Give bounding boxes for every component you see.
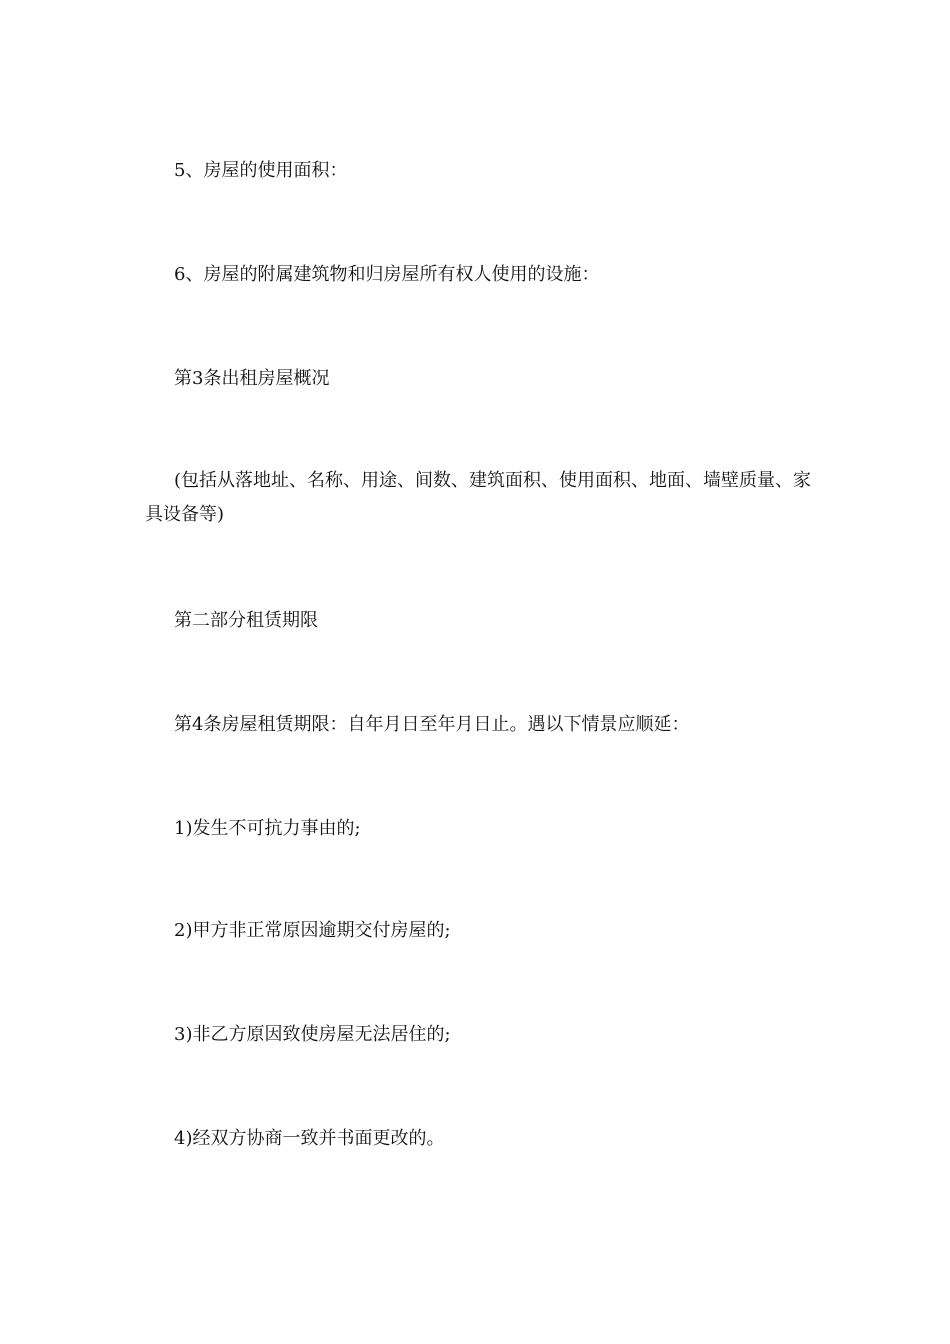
list-item-4: 4)经双方协商一致并书面更改的。 <box>174 1128 445 1149</box>
list-item-1: 1)发生不可抗力事由的; <box>174 818 361 839</box>
heading-part-2: 第二部分租赁期限 <box>174 610 318 631</box>
paragraph-ancillary-facilities: 6、房屋的附属建筑物和归房屋所有权人使用的设施： <box>174 264 600 285</box>
list-item-3: 3)非乙方原因致使房屋无法居住的; <box>174 1024 451 1045</box>
paragraph-article-4: 第4条房屋租赁期限：自年月日至年月日止。遇以下情景应顺延： <box>174 714 690 735</box>
paragraph-property-details: (包括从落地址、名称、用途、间数、建筑面积、使用面积、地面、墙壁质量、家具设备等) <box>145 470 812 525</box>
paragraph-usable-area: 5、房屋的使用面积： <box>174 160 348 181</box>
heading-article-3: 第3条出租房屋概况 <box>174 368 330 389</box>
list-item-2: 2)甲方非正常原因逾期交付房屋的; <box>174 920 451 941</box>
